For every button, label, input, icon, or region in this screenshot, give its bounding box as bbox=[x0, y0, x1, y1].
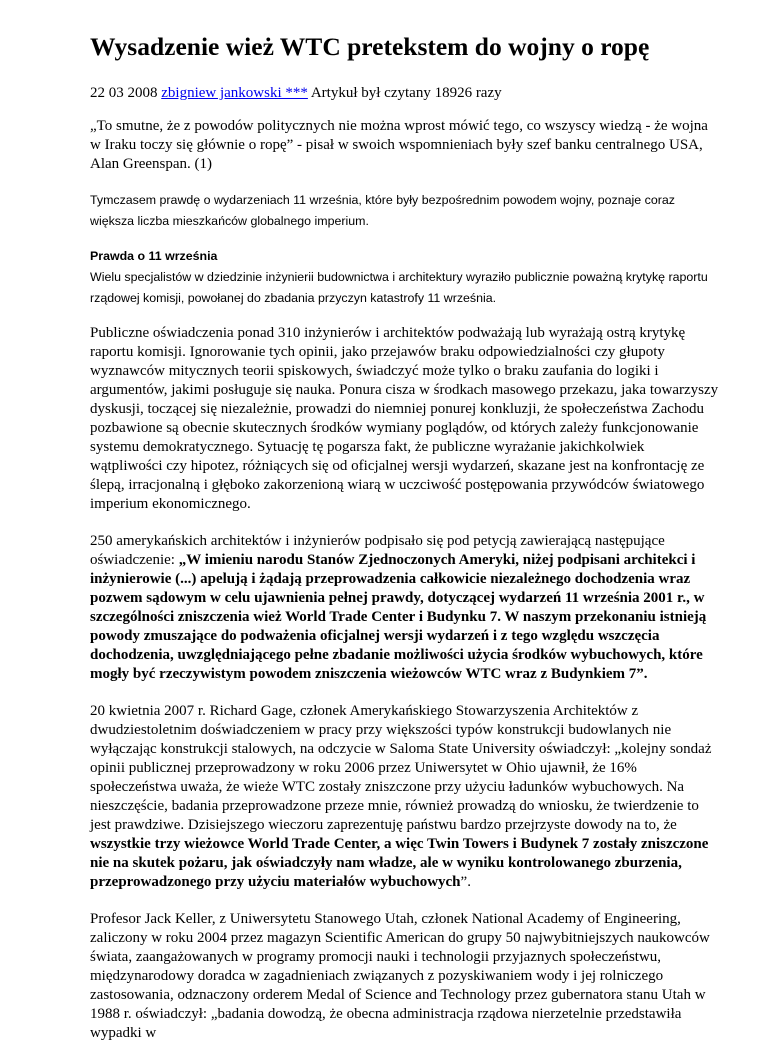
gage-text: 20 kwietnia 2007 r. Richard Gage, członek Amerykańskiego Stowarzyszenia Architektów z dwudziestoletnim doświadczeniem w pracy przy większości typów konstrukcji budowlanych nie wyłączając konstrukcji stalowych, na odczycie w Saloma State University oświadczył: „kolejny sondaż opinii publicznej przeprowadzony w roku 2006 przez Uniwersytet w Ohio ujawnił, że 16% społeczeństwa uważa, że wieże WTC zostały zniszczone przy użyciu ładunków wybuchowych. Na nieszczęście, badania przeprowadzone przeze mnie, również prowadzą do wniosku, że twierdzenie to jest prawdziwe. Dzisiejszego wieczoru zaprezentuję państwu bardzo przejrzyste dowody na to, że bbox=[90, 703, 712, 833]
intro-quote: „To smutne, że z powodów politycznych nie można wprost mówić tego, co wszyscy wiedzą - że wojna w Iraku toczy się głównie o ropę” - pisał w swoich wspomnieniach były szef banku centralnego USA, Alan Greenspan. (1) bbox=[90, 118, 708, 172]
section-heading: Prawda o 11 września bbox=[90, 249, 218, 263]
lead-paragraph: Tymczasem prawdę o wydarzeniach 11 września, które były bezpośrednim powodem wojny, poznaje coraz większa liczba mieszkańców globalnego imperium. bbox=[90, 193, 675, 228]
article-title: Wysadzenie wież WTC pretekstem do wojny o ropę bbox=[90, 32, 650, 61]
gage-bold-quote: wszystkie trzy wieżowce World Trade Center, a więc Twin Towers i Budynek 7 zostały zniszczone nie na skutek pożaru, jak oświadczyły nam władze, ale w wyniku kontrolowanego zburzenia, przeprowadzonego przy użyciu materiałów wybuchowych bbox=[90, 836, 709, 890]
paragraph-keller: Profesor Jack Keller, z Uniwersytetu Stanowego Utah, członek National Academy of Engineering, zaliczony w roku 2004 przez magazyn Scientific American do grupy 50 najwybitniejszych naukowców świata, zaangażowanych w programy promocji nauki i technologii przyjaznych społeczeństwu, międzynarodowy doradca w zagadnieniach związanych z pozyskiwaniem wody i jej rolniczego zastosowania, odznaczony orderem Medal of Science and Technology przez gubernatora stanu Utah w 1988 r. oświadczył: „badania dowodzą, że obecna administracja rządowa nierzetelnie przedstawiła wypadki w bbox=[90, 911, 710, 1041]
section-intro: Wielu specjalistów w dziedzinie inżynierii budownictwa i architektury wyraziło publicznie poważną krytykę raportu rządowej komisji, powołanej do zbadania przyczyn katastrofy 11 września. bbox=[90, 270, 708, 305]
paragraph-gage bbox=[90, 702, 720, 892]
article-date: 22 03 2008 bbox=[90, 85, 158, 101]
gage-end: ”. bbox=[460, 874, 471, 890]
paragraph-petition bbox=[90, 532, 720, 684]
read-count: Artykuł był czytany 18926 razy bbox=[310, 85, 502, 101]
author-link[interactable]: zbigniew jankowski *** bbox=[161, 85, 308, 101]
paragraph-statements: Publiczne oświadczenia ponad 310 inżynierów i architektów podważają lub wyrażają ostrą krytykę raportu komisji. Ignorowanie tych opinii, jako przejawów braku odpowiedzialności czy głupoty wyznawców mitycznych teorii spiskowych, świadczyć może tylko o braku zaufania do logiki i argumentów, jakimi posługuje się nauka. Ponura cisza w środkach masowego przekazu, jaka towarzyszy dyskusji, toczącej się niezależnie, prowadzi do niemniej ponurej konkluzji, że społeczeństwa Zachodu pozbawione są obecnie skutecznych środków wymiany poglądów, od których zależy funkcjonowanie systemu demokratycznego. Sytuację tę pogarsza fakt, że publiczne wyrażanie jakichkolwiek wątpliwości czy hipotez, różniących się od oficjalnej wersji wydarzeń, skazane jest na konfrontację ze ślepą, irracjonalną i głęboko zakorzenioną wiarą w uczciwość postępowania przywódców światowego imperium ekonomicznego. bbox=[90, 325, 719, 512]
petition-intro: 250 amerykańskich architektów i inżynierów podpisało się pod petycją zawierającą następujące oświadczenie: bbox=[90, 533, 665, 568]
petition-quote: „W imieniu narodu Stanów Zjednoczonych Ameryki, niżej podpisani architekci i inżynierowie (...) apelują i żądają przeprowadzenia całkowicie niezależnego dochodzenia wraz pozwem sądowym w celu ujawnienia pełnej prawdy, dotyczącej wydarzeń 11 września 2001 r., w szczególności zniszczenia wież World Trade Center i Budynku 7. W naszym przekonaniu istnieją powody zmuszające do podważenia oficjalnej wersji wydarzeń i z tego względu wszczęcia dochodzenia, uwzględniającego pełne zbadanie możliwości użycia środków wybuchowych, które mogły być rzeczywistym powodem zniszczenia wieżowców WTC wraz z Budynkiem 7”. bbox=[90, 552, 707, 682]
article-meta bbox=[90, 84, 720, 103]
